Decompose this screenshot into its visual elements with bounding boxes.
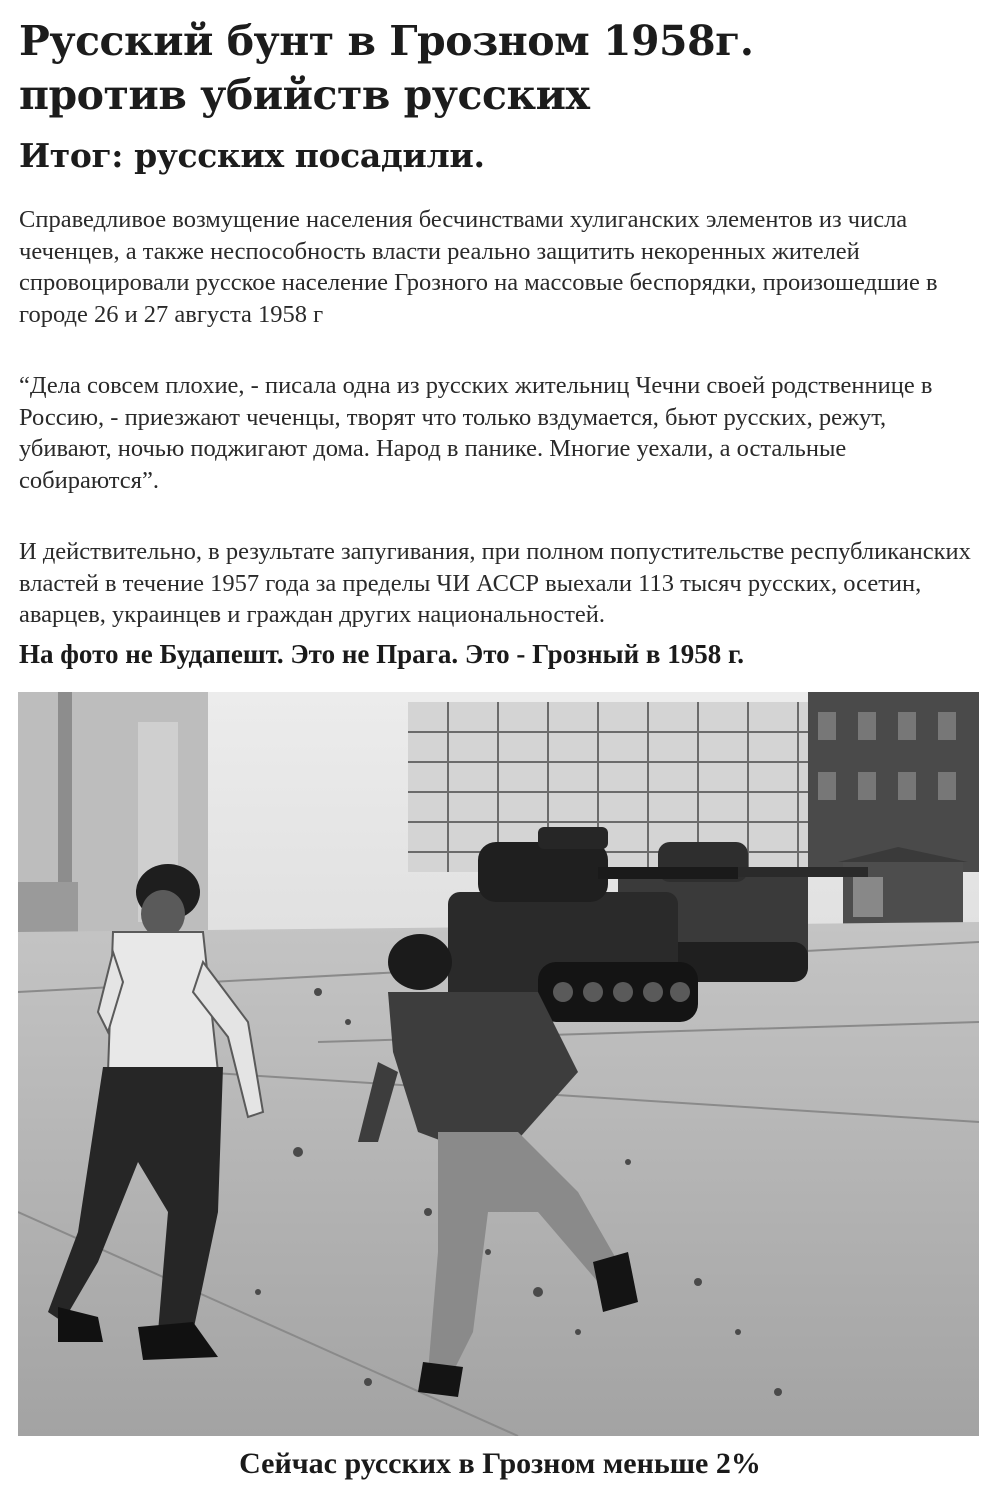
paragraph-2-quote: “Дела совсем плохие, - писала одна из русских жительниц Чечни своей родственнице в Россию, - приезжают чеченцы, творят что только вздумается, бьют русских, режут, убивают, ночью поджигают дома. Народ в панике. Многие уехали, а остальные собираются”. bbox=[19, 372, 933, 494]
paragraph-1: Справедливое возмущение населения бесчинствами хулиганских элементов из числа чеченцев, а также неспособность власти реально защитить некоренных жителей спровоцировали русское население Грозного на массовые беспорядки, произошедшие в городе 26 и 27 августа 1958 г bbox=[19, 206, 938, 328]
paragraph-3: И действительно, в результате запугивания, при полном попустительстве республиканских властей в течение 1957 года за пределы ЧИ АССР выехали 113 тысяч русских, осетин, аварцев, украинцев и граждан других национальностей. bbox=[19, 538, 971, 629]
scaffolding-building bbox=[408, 702, 808, 872]
right-building bbox=[808, 692, 979, 872]
street-photo bbox=[18, 692, 979, 1436]
article-title bbox=[19, 14, 979, 122]
title-line-1: Русский бунт в Грозном 1958г. bbox=[19, 17, 754, 65]
photo-caption: Сейчас русских в Грозном меньше 2% bbox=[239, 1447, 761, 1480]
photo-intro-bold-line: На фото не Будапешт. Это не Прага. Это - Грозный в 1958 г. bbox=[19, 639, 744, 669]
title-line-2: против убийств русских bbox=[19, 71, 590, 119]
street-photo-illustration bbox=[18, 692, 979, 1436]
article-subtitle: Итог: русских посадили. bbox=[19, 136, 485, 175]
